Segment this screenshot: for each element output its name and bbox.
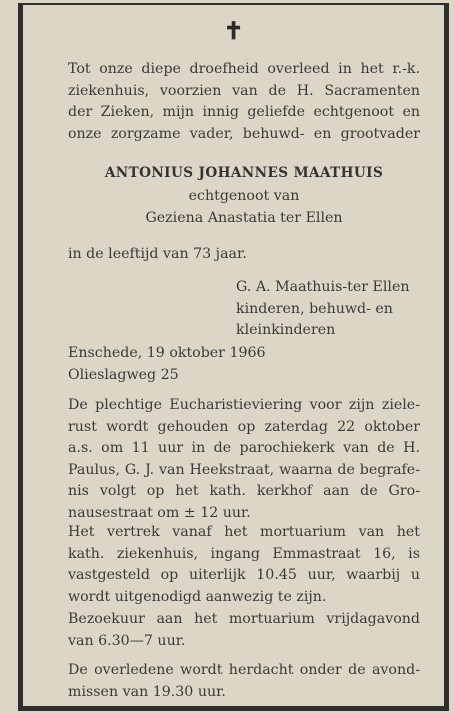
notice-body — [68, 5, 420, 706]
service-line: rust wordt gehouden op zaterdag 22 oktober — [68, 418, 420, 435]
service-line: a.s. om 11 uur in de parochiekerk van de H. — [68, 440, 420, 456]
service-line: nis volgt op het kath. kerkhof aan de Gro- — [68, 483, 420, 499]
cross-icon: ✝ — [223, 16, 244, 45]
departure-line: kath. ziekenhuis, ingang Emmastraat 16, is — [68, 545, 420, 562]
departure-line: Het vertrek vanaf het mortuarium van het — [68, 524, 420, 540]
remembrance-line: De overledene wordt herdacht onder de avond- — [68, 662, 420, 678]
place-address — [68, 343, 420, 386]
spouse-label: echtgenoot van — [188, 188, 300, 204]
intro-line: Tot onze diepe droefheid overleed in het r.-k. — [68, 61, 420, 77]
notice-frame — [18, 3, 449, 711]
address: Olieslagweg 25 — [68, 366, 179, 383]
visit-paragraph — [68, 609, 420, 652]
departure-line: vastgesteld op uiterlijk 10.45 uur, waarbij u — [68, 567, 420, 583]
place-date: Enschede, 19 oktober 1966 — [68, 345, 266, 361]
service-line: Paulus, G. J. van Heekstraat, waarna de begrafe- — [68, 461, 420, 478]
remembrance-paragraph — [68, 660, 420, 703]
service-line: nausestraat om ± 12 uur. — [68, 504, 251, 521]
intro-paragraph — [68, 59, 420, 145]
intro-line: onze zorgzame vader, behuwd- en grootvader — [68, 125, 420, 142]
family-line: kleinkinderen — [236, 322, 336, 338]
service-paragraph — [68, 395, 420, 524]
deceased-name: ANTONIUS JOHANNES MAATHUIS — [104, 165, 384, 181]
service-line: De plechtige Eucharistieviering voor zijn ziele- — [68, 397, 420, 413]
intro-line: der Zieken, mijn innig geliefde echtgenoot en — [68, 104, 420, 120]
family-block — [68, 277, 420, 342]
departure-paragraph — [68, 522, 420, 608]
age-line: in de leeftijd van 73 jaar. — [68, 246, 247, 262]
visit-line: van 6.30—7 uur. — [68, 632, 186, 649]
spouse-name: Geziena Anastatia ter Ellen — [145, 210, 343, 226]
departure-line: wordt uitgenodigd aanwezig te zijn. — [68, 588, 327, 605]
remembrance-line: missen van 19.30 uur. — [68, 683, 226, 700]
family-line: G. A. Maathuis-ter Ellen — [236, 279, 410, 295]
family-line: kinderen, behuwd- en — [236, 300, 393, 317]
visit-line: Bezoekuur aan het mortuarium vrijdagavond — [68, 611, 420, 627]
intro-line: ziekenhuis, voorzien van de H. Sacramenten — [68, 82, 420, 99]
